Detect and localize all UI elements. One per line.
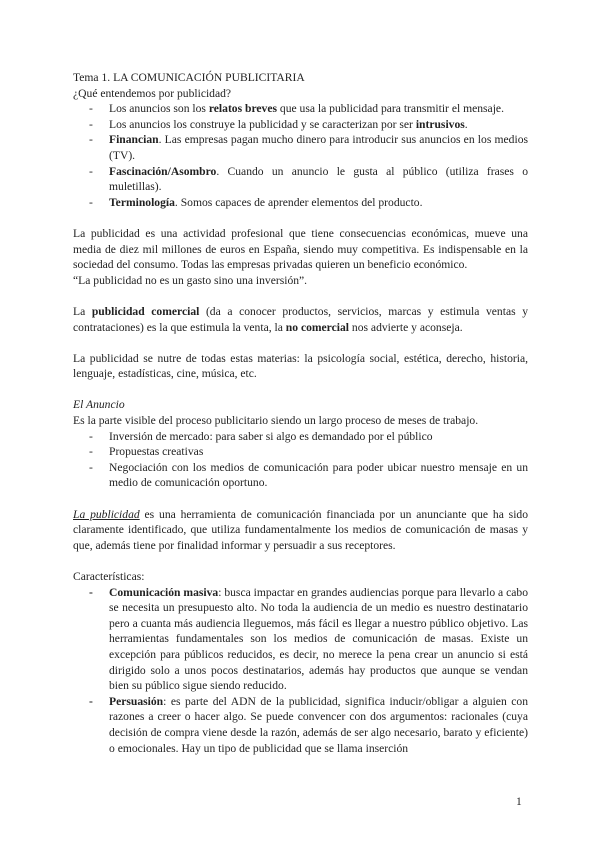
anuncio-text: Es la parte visible del proceso publicitario siendo un largo proceso de meses de trabajo. [73,414,479,428]
list-item: - Propuestas creativas [89,445,204,459]
definition-term: La publicidad [73,507,140,521]
dash-bullet: - [89,164,93,178]
list-item: - Fascinación/Asombro. Cuando un anuncio le gusta al público (utiliza frases o muletillas). [89,164,528,194]
list-item: - Terminología. Somos capaces de aprender elementos del producto. [89,195,423,209]
paragraph-commercial: La publicidad comercial (da a conocer productos, servicios, marcas y estimula ventas y contrataciones) es la que estimula la venta, la no comercial nos advierte y aconseja. [73,304,528,334]
list-item: - Los anuncios son los relatos breves que usa la publicidad para transmitir el mensaje. [89,102,504,116]
list-item: - Persuasión: es parte del ADN de la publicidad, significa inducir/obligar a alguien con razones a creer o hacer algo. Se puede convencer con dos argumentos: racionales (cuya decisión de compra viene desde la razón, además de ser algo necesario, barato y eficiente) o emocionales. Hay un tipo de publicidad que se llama inserción [89,694,528,755]
dash-bullet: - [89,429,93,443]
paragraph-economic: La publicidad es una actividad profesional que tiene consecuencias económicas, mueve una media de diez mil millones de euros en España, siendo muy competitiva. Es indispensable en la sociedad del consumo. Todas las empresas privadas quieren un beneficio económico. [73,226,528,272]
question-heading: ¿Qué entendemos por publicidad? [73,86,232,100]
document-body [73,70,528,756]
quote: “La publicidad no es un gasto sino una inversión”. [73,273,308,287]
dash-bullet: - [89,694,93,708]
list-item: - Comunicación masiva: busca impactar en grandes audiencias porque para llevarlo a cabo se necesita un presupuesto alto. No toda la audiencia de un medio es nuestro destinatario pero a cuanta más audiencia lleguemos, más fácil es llegar a nuestro público objetivo. Las herramientas fundamentales son los medios de comunicación de masas. Existe un excepción para públicos reducidos, es decir, no merece la pena crear un anuncio si está dirigido solo a unos pocos destinatarios, además hay productos que aunque se vendan bien su público sigue siendo reducido. [89,585,528,693]
dash-bullet: - [89,445,93,459]
characteristics-list [73,585,528,757]
document-title: Tema 1. LA COMUNICACIÓN PUBLICITARIA [73,71,305,84]
characteristics-heading: Características: [73,570,145,583]
list-item: - Negociación con los medios de comunicación para poder ubicar nuestro mensaje en un medio de comunicación oportuno. [89,460,528,490]
dash-bullet: - [89,460,93,474]
anuncio-list [73,429,528,491]
paragraph-disciplines: La publicidad se nutre de todas estas materias: la psicología social, estética, derecho, historia, lenguaje, estadísticas, cine, música, etc. [73,351,528,381]
list-item: - Financian. Las empresas pagan mucho dinero para introducir sus anuncios en los medios (TV). [89,133,528,162]
definition-list [73,101,528,210]
dash-bullet: - [89,117,93,131]
list-item: - Inversión de mercado: para saber si algo es demandado por el público [89,429,433,443]
anuncio-heading: El Anuncio [73,398,125,412]
dash-bullet: - [89,195,93,209]
dash-bullet: - [89,133,93,147]
dash-bullet: - [89,585,93,599]
page-number: 1 [516,795,522,808]
list-item: - Los anuncios los construye la publicidad y se caracterizan por ser intrusivos. [89,117,468,131]
dash-bullet: - [89,102,93,116]
paragraph-definition: La publicidad es una herramienta de comunicación financiada por un anunciante que ha sido claramente identificado, que utiliza fundamentalmente los medios de comunicación de masas y que, además tiene por finalidad informar y persuadir a sus receptores. [73,507,529,552]
